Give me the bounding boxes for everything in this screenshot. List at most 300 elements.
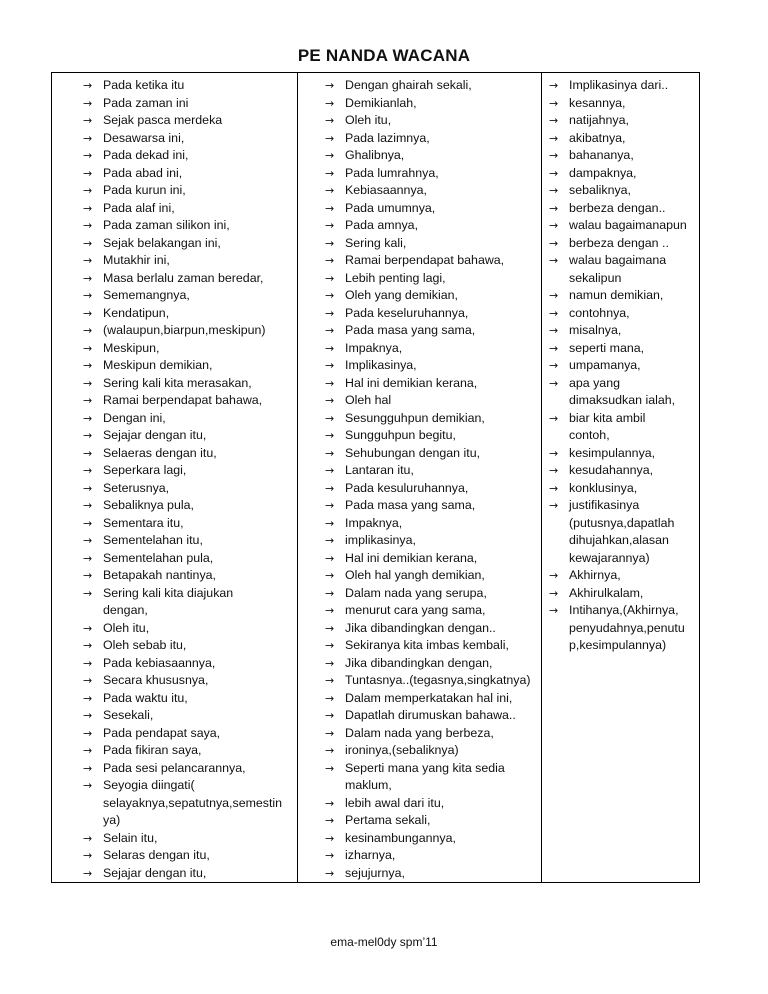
list-item bbox=[542, 445, 699, 463]
list-item-text: Ramai berpendapat bahawa, bbox=[103, 393, 263, 407]
list-item bbox=[298, 795, 541, 813]
list-item bbox=[542, 410, 699, 445]
arrow-icon: → bbox=[325, 184, 335, 197]
list-item bbox=[542, 200, 699, 218]
arrow-icon: → bbox=[325, 201, 335, 215]
arrow-icon: → bbox=[325, 621, 335, 635]
list-item bbox=[298, 532, 541, 550]
list-item-text: Seperkara lagi, bbox=[103, 463, 187, 477]
list-item bbox=[542, 217, 699, 235]
arrow-icon: → bbox=[549, 569, 559, 582]
list-item bbox=[298, 77, 541, 95]
list-item bbox=[542, 147, 699, 165]
list-item bbox=[542, 340, 699, 358]
list-item-text: Dalam memperkatakan hal ini, bbox=[345, 690, 513, 705]
list-item bbox=[52, 375, 297, 393]
list-item-text: Kendatipun, bbox=[103, 305, 170, 320]
list-item-text: Pada fikiran saya, bbox=[103, 743, 202, 757]
arrow-icon: → bbox=[83, 761, 93, 775]
arrow-icon: → bbox=[83, 131, 93, 145]
arrow-icon: → bbox=[83, 219, 93, 232]
list-item-text: berbeza dengan .. bbox=[569, 235, 669, 250]
arrow-icon: → bbox=[549, 114, 559, 127]
arrow-icon: → bbox=[83, 446, 93, 460]
list-item-text: seperti mana, bbox=[569, 340, 645, 355]
list-item-text: Pada alaf ini, bbox=[103, 200, 175, 215]
list-item-text: Sering kali kita diajukan dengan, bbox=[103, 585, 234, 617]
table-column-3 bbox=[542, 73, 699, 882]
list-item-text: Oleh hal bbox=[345, 393, 392, 407]
arrow-icon: → bbox=[83, 201, 93, 215]
list-item-text: Sering kali kita merasakan, bbox=[103, 375, 252, 390]
arrow-icon: → bbox=[549, 359, 559, 372]
arrow-icon: → bbox=[325, 359, 335, 372]
list-item-text: Pada ketika itu bbox=[103, 78, 185, 92]
arrow-icon: → bbox=[325, 481, 335, 495]
list-item bbox=[52, 532, 297, 550]
list-item-text: Dapatlah dirumuskan bahawa.. bbox=[345, 708, 516, 722]
list-item-text: justifikasinya (putusnya,dapatlah dihujahkan,alasan kewajarannya) bbox=[569, 498, 675, 565]
arrow-icon: → bbox=[83, 621, 93, 635]
arrow-icon: → bbox=[549, 201, 559, 215]
list-item-text: kesinambungannya, bbox=[345, 830, 456, 845]
list-item-text: Mutakhir ini, bbox=[103, 253, 170, 267]
list-item-text: Pada masa yang sama, bbox=[345, 323, 476, 337]
list-item-text: contohnya, bbox=[569, 305, 630, 320]
list-item bbox=[298, 165, 541, 183]
list-item-text: Pada amnya, bbox=[345, 218, 419, 232]
document-title: PE NANDA WACANA bbox=[297, 46, 471, 65]
table-column-1 bbox=[52, 73, 298, 882]
list-item-text: menurut cara yang sama, bbox=[345, 603, 486, 617]
list-item bbox=[52, 147, 297, 165]
arrow-icon: → bbox=[325, 674, 335, 687]
list-item-text: apa yang dimaksudkan ialah, bbox=[569, 375, 676, 407]
arrow-icon: → bbox=[325, 166, 335, 180]
list-item-text: Intihanya,(Akhirnya, penyudahnya,penutu p,kesimpulannya) bbox=[569, 603, 685, 652]
list-item bbox=[52, 515, 297, 533]
list-item-text: dampaknya, bbox=[569, 165, 637, 180]
list-item bbox=[298, 200, 541, 218]
list-item bbox=[52, 637, 297, 655]
list-item-text: Oleh itu, bbox=[345, 113, 392, 127]
list-item bbox=[52, 165, 297, 183]
arrow-icon: → bbox=[549, 306, 559, 320]
list-item bbox=[542, 462, 699, 480]
arrow-icon: → bbox=[325, 796, 335, 810]
list-item bbox=[298, 672, 541, 690]
list-item-text: Pada umumnya, bbox=[345, 200, 436, 215]
list-item bbox=[52, 427, 297, 445]
list-item bbox=[298, 515, 541, 533]
list-item-text: Dengan ini, bbox=[103, 410, 166, 425]
list-item-text: Pada lazimnya, bbox=[345, 130, 430, 145]
list-item bbox=[542, 165, 699, 183]
arrow-icon: → bbox=[549, 446, 559, 460]
list-item-text: Sejajar dengan itu, bbox=[103, 865, 207, 880]
list-item bbox=[52, 235, 297, 253]
list-item bbox=[298, 812, 541, 830]
arrow-icon: → bbox=[325, 464, 335, 477]
list-item bbox=[52, 305, 297, 323]
list-item-text: Sementelahan itu, bbox=[103, 533, 203, 547]
arrow-icon: → bbox=[83, 534, 93, 547]
list-item bbox=[52, 830, 297, 848]
list-item-text: Sejak pasca merdeka bbox=[103, 113, 223, 127]
list-item-text: Selaeras dengan itu, bbox=[103, 445, 217, 460]
list-item-text: Oleh sebab itu, bbox=[103, 638, 187, 652]
list-item bbox=[52, 130, 297, 148]
arrow-icon: → bbox=[325, 516, 335, 530]
connectives-table bbox=[51, 72, 700, 883]
list-item-text: Pada sesi pelancarannya, bbox=[103, 760, 246, 775]
arrow-icon: → bbox=[325, 254, 335, 267]
list-item-text: Implikasinya, bbox=[345, 358, 417, 372]
list-item bbox=[52, 672, 297, 690]
list-item-text: Selain itu, bbox=[103, 830, 158, 845]
list-item-text: natijahnya, bbox=[569, 113, 629, 127]
arrow-icon: → bbox=[549, 131, 559, 145]
list-item bbox=[52, 95, 297, 113]
arrow-icon: → bbox=[549, 341, 559, 355]
list-item bbox=[52, 357, 297, 375]
arrow-icon: → bbox=[325, 79, 335, 92]
list-item bbox=[298, 550, 541, 568]
list-item bbox=[298, 637, 541, 655]
list-item bbox=[52, 480, 297, 498]
list-item-text: Sesekali, bbox=[103, 708, 154, 722]
list-item-text: Sungguhpun begitu, bbox=[345, 428, 456, 442]
list-item bbox=[542, 497, 699, 567]
list-item bbox=[542, 322, 699, 340]
list-item-text: Dalam nada yang berbeza, bbox=[345, 725, 494, 740]
list-item bbox=[298, 830, 541, 848]
list-item-text: Pada abad ini, bbox=[103, 165, 183, 180]
list-item-text: Pada keseluruhannya, bbox=[345, 305, 469, 320]
list-item-text: Sering kali, bbox=[345, 235, 407, 250]
list-item-text: Pertama sekali, bbox=[345, 813, 431, 827]
list-item bbox=[298, 707, 541, 725]
list-item-text: Akhirnya, bbox=[569, 568, 621, 582]
list-item-text: kesannya, bbox=[569, 95, 626, 110]
list-item-text: Pada kurun ini, bbox=[103, 183, 186, 197]
list-item bbox=[298, 112, 541, 130]
list-item bbox=[542, 235, 699, 253]
list-item bbox=[52, 497, 297, 515]
list-item-text: sebaliknya, bbox=[569, 183, 631, 197]
arrow-icon: → bbox=[83, 306, 93, 320]
list-item bbox=[298, 865, 541, 883]
list-item-text: Demikianlah, bbox=[345, 95, 417, 110]
list-item-text: Secara khususnya, bbox=[103, 673, 209, 687]
list-item-text: Lantaran itu, bbox=[345, 463, 414, 477]
list-item bbox=[52, 655, 297, 673]
list-item bbox=[298, 270, 541, 288]
list-item-text: Pada kebiasaannya, bbox=[103, 655, 216, 670]
arrow-icon: → bbox=[325, 831, 335, 845]
arrow-icon: → bbox=[83, 569, 93, 582]
list-item bbox=[542, 130, 699, 148]
list-item-text: Hal ini demikian kerana, bbox=[345, 550, 478, 565]
list-item bbox=[542, 357, 699, 375]
arrow-icon: → bbox=[83, 254, 93, 267]
list-item-text: Oleh itu, bbox=[103, 620, 150, 635]
list-item bbox=[542, 585, 699, 603]
arrow-icon: → bbox=[549, 586, 559, 600]
list-item bbox=[298, 445, 541, 463]
list-item-text: Dengan ghairah sekali, bbox=[345, 78, 472, 92]
arrow-icon: → bbox=[549, 481, 559, 495]
arrow-icon: → bbox=[83, 166, 93, 180]
list-item bbox=[52, 462, 297, 480]
arrow-icon: → bbox=[325, 709, 335, 722]
list-item-text: Sementara itu, bbox=[103, 515, 184, 530]
list-item-text: Impaknya, bbox=[345, 340, 403, 355]
arrow-icon: → bbox=[549, 96, 559, 110]
list-item bbox=[52, 690, 297, 708]
arrow-icon: → bbox=[325, 289, 335, 302]
arrow-icon: → bbox=[83, 831, 93, 845]
arrow-icon: → bbox=[83, 779, 93, 792]
list-item-text: Akhirulkalam, bbox=[569, 585, 644, 600]
list-item bbox=[298, 427, 541, 445]
list-item-text: Tuntasnya..(tegasnya,singkatnya) bbox=[345, 673, 531, 687]
list-item bbox=[298, 357, 541, 375]
list-item bbox=[542, 77, 699, 95]
arrow-icon: → bbox=[83, 324, 93, 337]
list-item-text: Dalam nada yang serupa, bbox=[345, 585, 487, 600]
arrow-icon: → bbox=[83, 341, 93, 355]
list-item-text: Ramai berpendapat bahawa, bbox=[345, 253, 505, 267]
arrow-icon: → bbox=[549, 236, 559, 250]
arrow-icon: → bbox=[83, 849, 93, 862]
list-item-text: akibatnya, bbox=[569, 130, 626, 145]
list-item-text: lebih awal dari itu, bbox=[345, 795, 445, 810]
list-item-text: sejujurnya, bbox=[345, 865, 405, 880]
arrow-icon: → bbox=[83, 674, 93, 687]
arrow-icon: → bbox=[83, 656, 93, 670]
arrow-icon: → bbox=[325, 429, 335, 442]
arrow-icon: → bbox=[325, 691, 335, 705]
list-item-text: Betapakah nantinya, bbox=[103, 568, 216, 582]
arrow-icon: → bbox=[325, 761, 335, 775]
list-item-text: Oleh hal yangh demikian, bbox=[345, 568, 485, 582]
list-item bbox=[542, 112, 699, 130]
list-item bbox=[298, 760, 541, 795]
list-item-text: Jika dibandingkan dengan.. bbox=[345, 620, 496, 635]
list-item-text: Sejak belakangan ini, bbox=[103, 235, 221, 250]
arrow-icon: → bbox=[325, 656, 335, 670]
list-item bbox=[298, 847, 541, 865]
list-item-text: Pada waktu itu, bbox=[103, 690, 188, 705]
arrow-icon: → bbox=[325, 866, 335, 880]
list-item bbox=[52, 340, 297, 358]
list-item bbox=[542, 567, 699, 585]
arrow-icon: → bbox=[549, 79, 559, 92]
list-item-text: Sehubungan dengan itu, bbox=[345, 445, 481, 460]
list-item-text: Sebaliknya pula, bbox=[103, 498, 194, 512]
list-item bbox=[52, 567, 297, 585]
arrow-icon: → bbox=[83, 149, 93, 162]
arrow-icon: → bbox=[83, 726, 93, 740]
list-item bbox=[52, 112, 297, 130]
arrow-icon: → bbox=[549, 149, 559, 162]
arrow-icon: → bbox=[549, 411, 559, 425]
arrow-icon: → bbox=[83, 481, 93, 495]
arrow-icon: → bbox=[325, 726, 335, 740]
arrow-icon: → bbox=[83, 411, 93, 425]
list-item bbox=[52, 270, 297, 288]
arrow-icon: → bbox=[325, 324, 335, 337]
arrow-icon: → bbox=[325, 551, 335, 565]
list-item-text: ironinya,(sebaliknya) bbox=[345, 743, 459, 757]
list-item-text: Ghalibnya, bbox=[345, 148, 405, 162]
list-item bbox=[542, 182, 699, 200]
list-item bbox=[52, 550, 297, 568]
list-item bbox=[298, 392, 541, 410]
list-item bbox=[298, 252, 541, 270]
list-item bbox=[298, 567, 541, 585]
arrow-icon: → bbox=[549, 376, 559, 390]
list-item bbox=[298, 217, 541, 235]
arrow-icon: → bbox=[325, 219, 335, 232]
list-item-text: Sejajar dengan itu, bbox=[103, 428, 207, 442]
arrow-icon: → bbox=[83, 289, 93, 302]
list-item-text: Jika dibandingkan dengan, bbox=[345, 655, 493, 670]
arrow-icon: → bbox=[83, 271, 93, 285]
list-item bbox=[52, 742, 297, 760]
list-item-text: Pada kesuluruhannya, bbox=[345, 480, 469, 495]
arrow-icon: → bbox=[83, 639, 93, 652]
list-item bbox=[298, 410, 541, 428]
arrow-icon: → bbox=[549, 499, 559, 512]
list-item bbox=[298, 602, 541, 620]
arrow-icon: → bbox=[325, 131, 335, 145]
arrow-icon: → bbox=[549, 289, 559, 302]
list-item bbox=[52, 182, 297, 200]
list-item bbox=[298, 375, 541, 393]
list-item bbox=[298, 725, 541, 743]
arrow-icon: → bbox=[549, 464, 559, 477]
list-item-text: Pada masa yang sama, bbox=[345, 498, 476, 512]
list-item-text: Seterusnya, bbox=[103, 480, 170, 495]
list-item-text: Seyogia diingati( selayaknya,sepatutnya,semestin ya) bbox=[103, 778, 283, 827]
list-item-text: kesimpulannya, bbox=[569, 445, 656, 460]
arrow-icon: → bbox=[325, 271, 335, 285]
list-item-text: (walaupun,biarpun,meskipun) bbox=[103, 323, 266, 337]
arrow-icon: → bbox=[83, 184, 93, 197]
arrow-icon: → bbox=[325, 236, 335, 250]
list-item bbox=[542, 95, 699, 113]
list-item-text: Pada zaman ini bbox=[103, 95, 189, 110]
list-item bbox=[52, 252, 297, 270]
list-item-text: Meskipun, bbox=[103, 340, 160, 355]
arrow-icon: → bbox=[83, 744, 93, 757]
list-item bbox=[298, 147, 541, 165]
list-item-text: Pada pendapat saya, bbox=[103, 725, 221, 740]
arrow-icon: → bbox=[83, 114, 93, 127]
list-item-text: Oleh yang demikian, bbox=[345, 288, 458, 302]
list-item-text: Sememangnya, bbox=[103, 288, 190, 302]
arrow-icon: → bbox=[83, 376, 93, 390]
list-item bbox=[298, 340, 541, 358]
list-item bbox=[52, 585, 297, 620]
list-item bbox=[298, 235, 541, 253]
arrow-icon: → bbox=[325, 604, 335, 617]
list-item bbox=[52, 707, 297, 725]
arrow-icon: → bbox=[549, 604, 559, 617]
arrow-icon: → bbox=[549, 184, 559, 197]
arrow-icon: → bbox=[83, 359, 93, 372]
arrow-icon: → bbox=[549, 254, 559, 267]
arrow-icon: → bbox=[83, 691, 93, 705]
list-item bbox=[542, 305, 699, 323]
list-item bbox=[298, 655, 541, 673]
list-item bbox=[52, 392, 297, 410]
arrow-icon: → bbox=[325, 446, 335, 460]
arrow-icon: → bbox=[325, 639, 335, 652]
list-item bbox=[52, 200, 297, 218]
footer-text: ema-mel0dy spm’11 bbox=[330, 935, 438, 949]
list-item-text: umpamanya, bbox=[569, 358, 641, 372]
list-item-text: namun demikian, bbox=[569, 288, 664, 302]
list-item-text: Pada lumrahnya, bbox=[345, 165, 439, 180]
list-item-text: Meskipun demikian, bbox=[103, 358, 213, 372]
list-item-text: Pada zaman silikon ini, bbox=[103, 218, 230, 232]
list-item bbox=[298, 480, 541, 498]
list-item bbox=[298, 95, 541, 113]
list-item-text: Impaknya, bbox=[345, 515, 403, 530]
list-item bbox=[52, 865, 297, 883]
arrow-icon: → bbox=[325, 814, 335, 827]
arrow-icon: → bbox=[83, 429, 93, 442]
arrow-icon: → bbox=[325, 586, 335, 600]
arrow-icon: → bbox=[83, 236, 93, 250]
arrow-icon: → bbox=[325, 394, 335, 407]
arrow-icon: → bbox=[325, 96, 335, 110]
arrow-icon: → bbox=[325, 499, 335, 512]
list-item bbox=[298, 497, 541, 515]
list-item-text: konklusinya, bbox=[569, 480, 638, 495]
list-item-text: Hal ini demikian kerana, bbox=[345, 375, 478, 390]
list-item-text: implikasinya, bbox=[345, 533, 416, 547]
list-item bbox=[298, 287, 541, 305]
list-item bbox=[52, 777, 297, 830]
arrow-icon: → bbox=[83, 464, 93, 477]
list-item bbox=[52, 620, 297, 638]
list-item bbox=[298, 322, 541, 340]
list-item-text: misalnya, bbox=[569, 323, 622, 337]
list-item bbox=[52, 410, 297, 428]
list-item-text: Implikasinya dari.. bbox=[569, 78, 669, 92]
list-item-text: Masa berlalu zaman beredar, bbox=[103, 270, 264, 285]
arrow-icon: → bbox=[83, 709, 93, 722]
list-item bbox=[542, 252, 699, 287]
list-item bbox=[298, 462, 541, 480]
list-item bbox=[52, 445, 297, 463]
list-item bbox=[298, 130, 541, 148]
list-item bbox=[298, 620, 541, 638]
list-item-text: Sesungguhpun demikian, bbox=[345, 410, 485, 425]
arrow-icon: → bbox=[83, 79, 93, 92]
list-item bbox=[298, 742, 541, 760]
arrow-icon: → bbox=[325, 341, 335, 355]
list-item bbox=[542, 287, 699, 305]
list-item-text: biar kita ambil contoh, bbox=[569, 410, 646, 442]
list-item-text: izharnya, bbox=[345, 848, 396, 862]
list-item-text: Desawarsa ini, bbox=[103, 130, 185, 145]
list-item bbox=[298, 690, 541, 708]
